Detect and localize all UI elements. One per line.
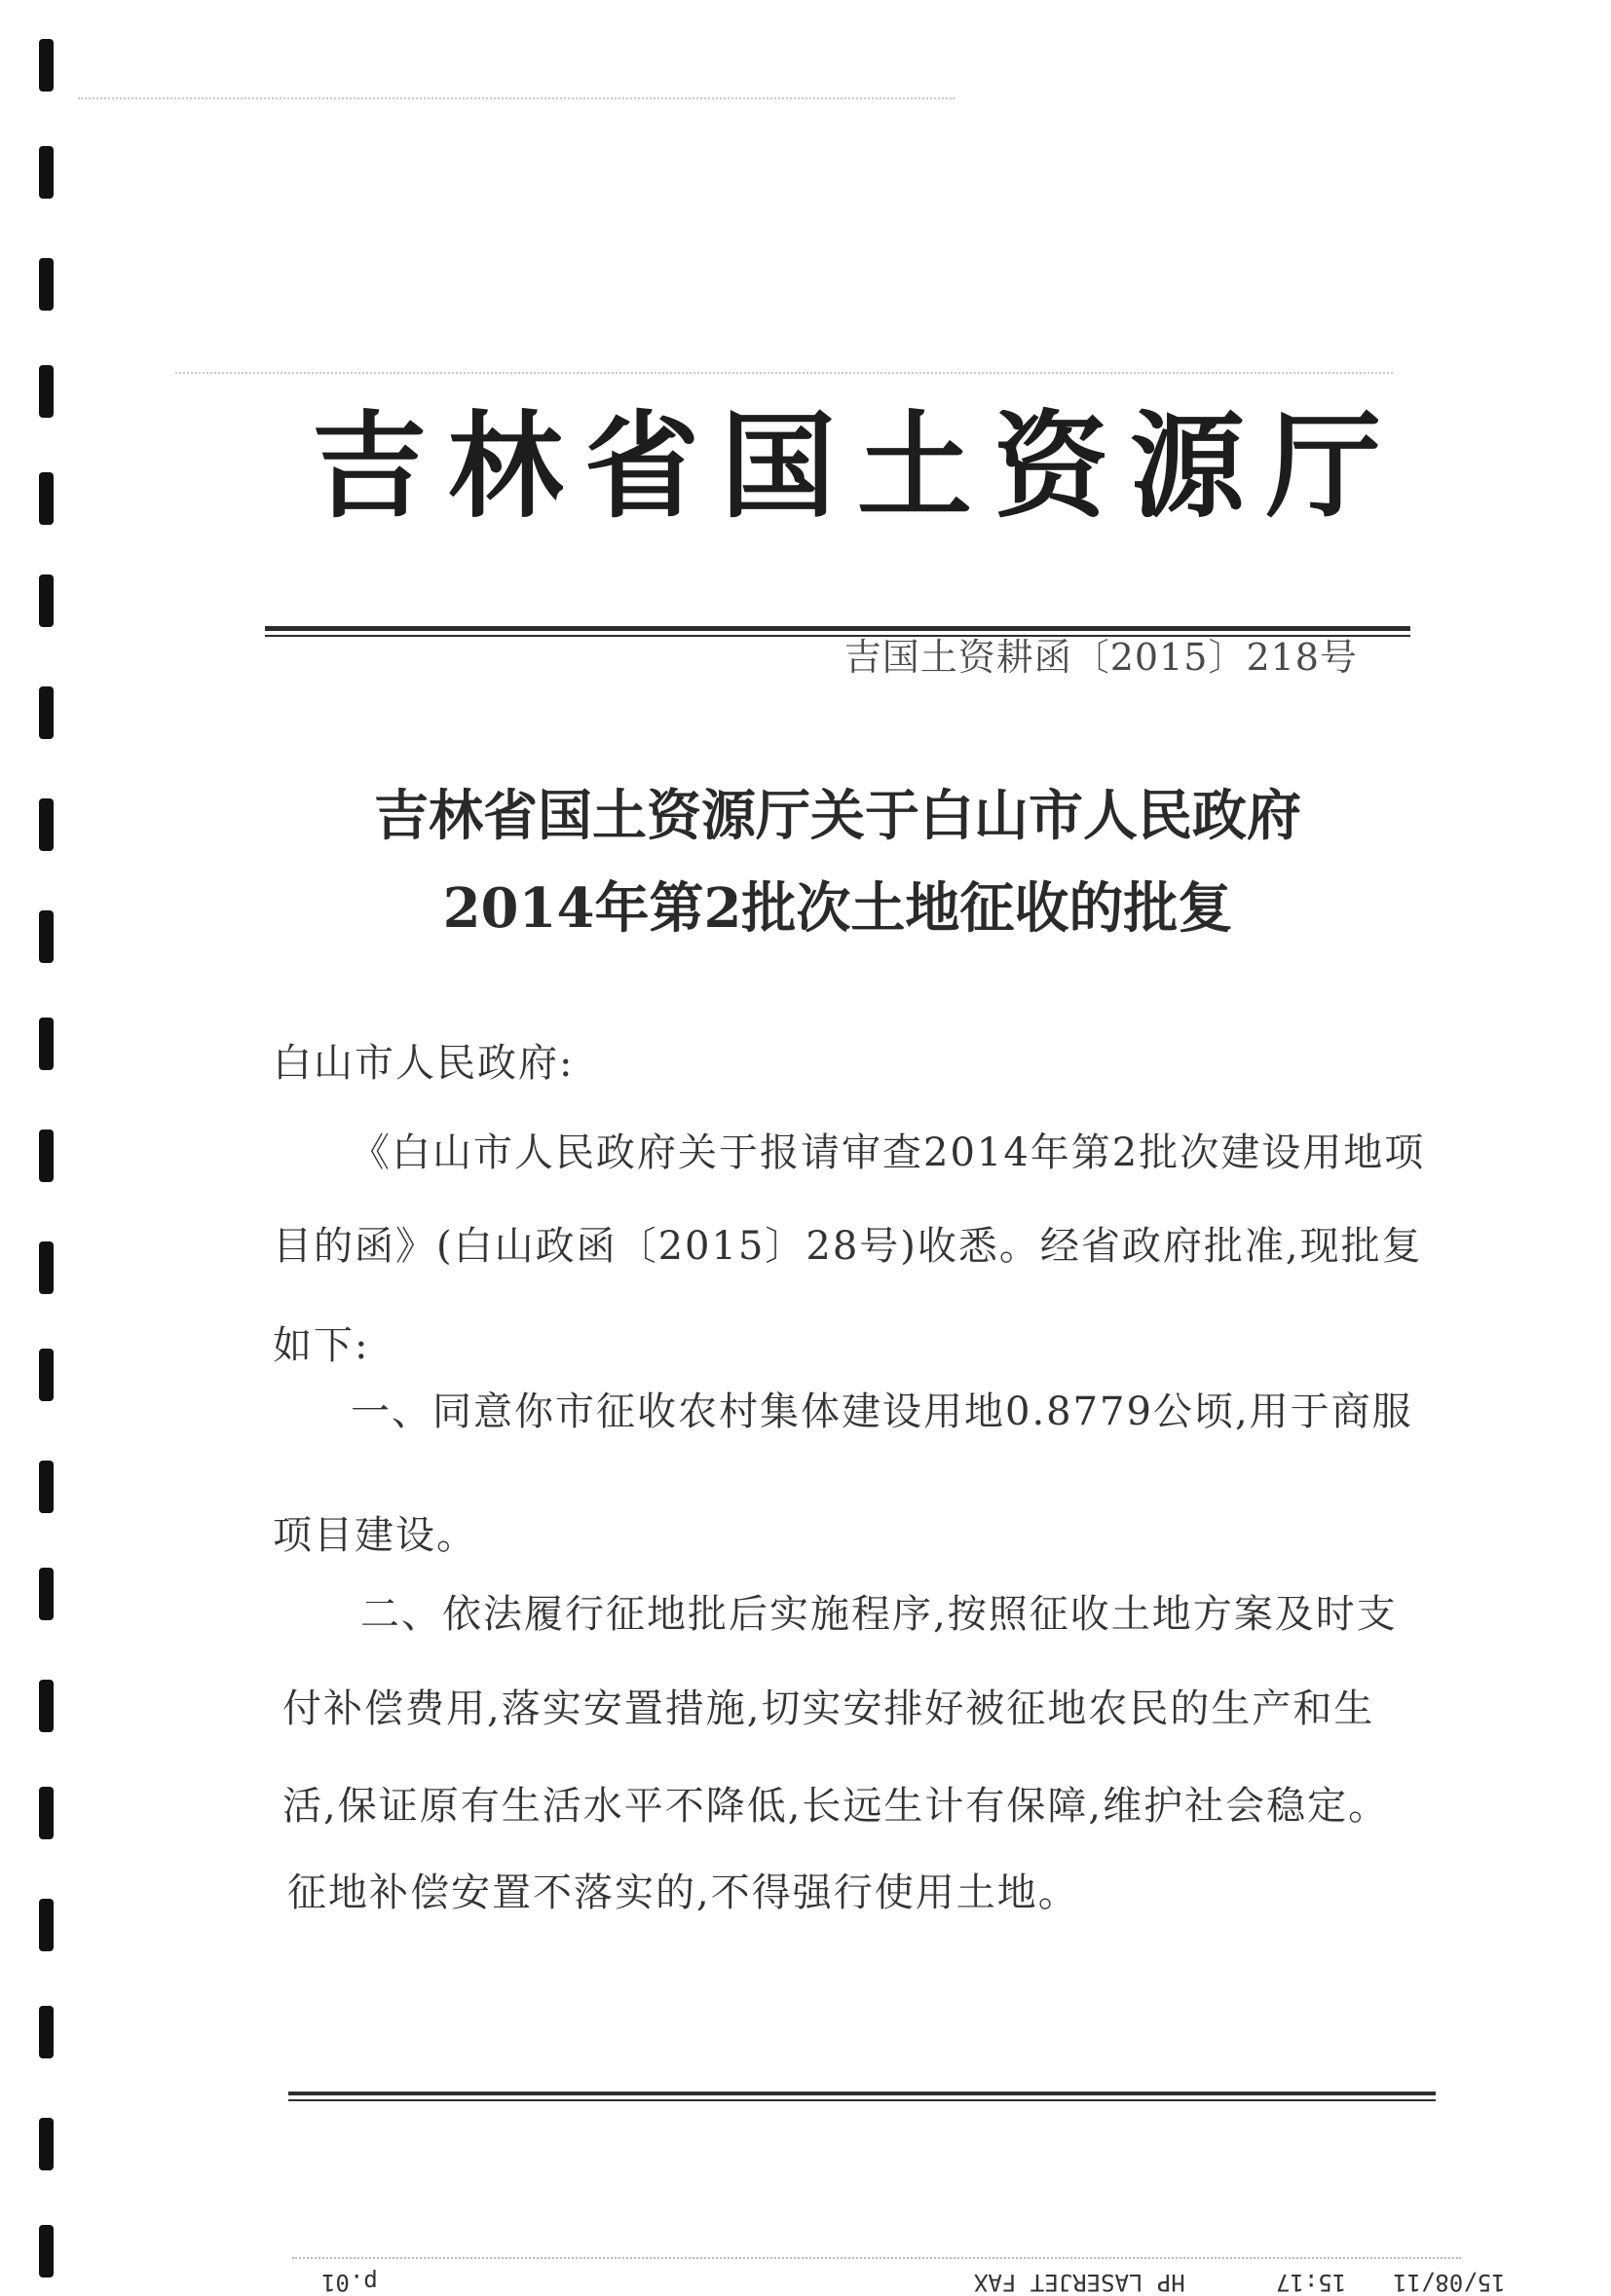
binding-hole-mark: [39, 1680, 54, 1732]
binding-hole-mark: [39, 1018, 54, 1070]
fax-time: 15:17: [1276, 2269, 1347, 2296]
document-title-line-1: 吉林省国土资源厅关于白山市人民政府: [374, 784, 1301, 848]
binding-holes: [39, 19, 62, 2259]
body-line: 征地补偿安置不落实的,不得强行使用土地。: [287, 1870, 1079, 1915]
body-line: 付补偿费用,落实安置措施,切实安排好被征地农民的生产和生: [282, 1686, 1375, 1731]
binding-hole-mark: [39, 1241, 54, 1294]
body-line: 二、依法履行征地批后实施程序,按照征收土地方案及时支: [360, 1592, 1398, 1637]
binding-hole-mark: [39, 146, 54, 199]
binding-hole-mark: [39, 1349, 54, 1401]
addressee: 白山市人民政府:: [273, 1041, 575, 1086]
binding-hole-mark: [39, 258, 54, 311]
fax-device-name: HP LASERJET FAX: [974, 2269, 1185, 2296]
binding-hole-mark: [39, 365, 54, 418]
binding-hole-mark: [39, 1129, 54, 1182]
binding-hole-mark: [39, 1568, 54, 1620]
document-number: 吉国土资耕函〔2015〕218号: [843, 636, 1358, 679]
binding-hole-mark: [39, 798, 54, 851]
binding-hole-mark: [39, 910, 54, 963]
binding-hole-mark: [39, 1899, 54, 1951]
body-line: 活,保证原有生活水平不降低,长远生计有保障,维护社会稳定。: [282, 1784, 1390, 1829]
binding-hole-mark: [39, 1787, 54, 1839]
binding-hole-mark: [39, 2118, 54, 2170]
binding-hole-mark: [39, 1461, 54, 1513]
binding-hole-mark: [39, 2006, 54, 2058]
fax-date: 15/08/11: [1393, 2269, 1506, 2296]
body-line: 如下:: [273, 1323, 370, 1368]
footer-rule-thick: [288, 2092, 1436, 2095]
binding-hole-mark: [39, 686, 54, 739]
body-line: 目的函》(白山政函〔2015〕28号)收悉。经省政府批准,现批复: [273, 1224, 1423, 1269]
body-line: 项目建设。: [273, 1513, 477, 1558]
fax-page-number: p.01: [321, 2269, 378, 2296]
upper-scan-line: [175, 372, 1393, 374]
fax-header-line: [292, 2257, 1461, 2259]
body-line: 一、同意你市征收农村集体建设用地0.8779公顷,用于商服: [351, 1389, 1413, 1434]
binding-hole-mark: [39, 39, 54, 92]
top-scan-line: [78, 97, 955, 99]
binding-hole-mark: [39, 472, 54, 525]
organization-letterhead: 吉林省国土资源厅: [312, 398, 1404, 534]
document-title-line-2: 2014年第2批次土地征收的批复: [442, 876, 1233, 941]
binding-hole-mark: [39, 2225, 54, 2277]
binding-hole-mark: [39, 574, 54, 627]
footer-rule-thin: [288, 2099, 1436, 2101]
body-line: 《白山市人民政府关于报请审查2014年第2批次建设用地项: [351, 1130, 1426, 1175]
